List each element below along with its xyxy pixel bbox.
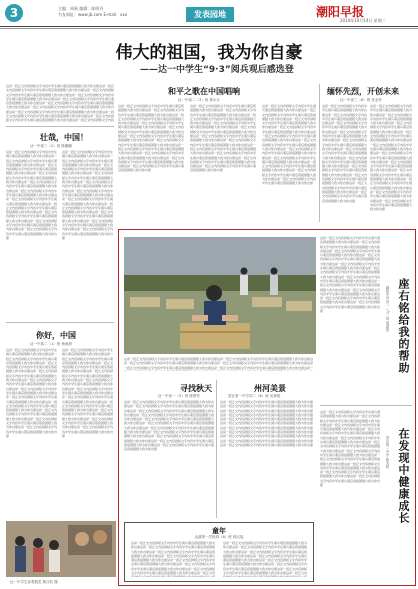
article-byline: 达一中高二（1）班 杨雨晨 [30,342,72,346]
header-rule [0,26,418,27]
article-body [320,410,382,580]
page-title: 伟大的祖国，我为你自豪 [115,43,303,63]
article-byline: 达一中高一（3）班 陈银铃 [158,394,200,398]
article-byline: 潮阳中学初一（3）班 周建建 [386,286,390,332]
article-body [370,104,414,220]
section-divider [6,126,114,127]
military-training-photo [124,237,316,354]
poem-title: 童年 [212,527,226,535]
section-divider [320,405,412,406]
article-title: 州河美景 [254,384,286,393]
article-byline: 达一中高三（2）班 陈鹏鹏 [30,144,72,148]
column-divider [216,380,217,518]
poem-body [131,541,217,577]
section-label: 发表园地 [186,7,234,22]
photo-caption: 达一中学生参观展览 陈汉钦 摄 [10,580,58,584]
editor-line: 主编：周新 编辑：陈明丹 [58,6,104,11]
header-rule-thin [0,28,418,29]
page-number-badge: 3 [5,4,23,22]
article-body [322,104,367,220]
poem-body [223,541,309,577]
contact-line: 书友网址：www.jb.com E-mail：xxx [58,12,128,17]
students-exhibit-photo [6,521,116,577]
editor-info [58,6,127,18]
newspaper-logo: 潮阳早报 [316,5,365,19]
article-byline: 度社第一中学 陈杰婷 [386,436,390,469]
column-divider [319,84,320,222]
article-title: 你好，中国 [36,331,76,340]
article-title: 和平之歌在中国唱响 [168,87,240,96]
article-title: 寻找秋天 [180,384,212,393]
article-byline: 达一中高二（3）班 林永月 [178,98,220,102]
article-body [62,150,114,318]
article-body [124,400,214,518]
article-title-vertical: 座右铭给我的帮助 [397,278,410,374]
article-body [6,348,58,516]
article-body [118,104,186,220]
article-body [62,348,114,516]
poem-byline: 达濠第一学校四（6）班 林汉瑶 [194,535,244,539]
article-title: 缅怀先烈，开创未来 [327,87,399,96]
article-title-vertical: 在发现中健康成长 [397,428,410,524]
article-title: 壮哉，中国！ [40,133,88,142]
article-body [190,104,258,220]
article-body [320,236,382,401]
photo-caption-text [124,357,314,371]
poem-box [124,522,314,582]
article-byline: 度社第一中学初二（6）班 吴翠班 [228,394,281,398]
page-subtitle: ——达一中学生“9·3”阅兵观后感选登 [140,65,294,75]
article-body [6,150,58,318]
section-divider [6,322,114,323]
issue-date: 2014年10月14日 星期二 [340,18,386,23]
article-body [220,400,314,518]
article-body [262,104,317,220]
article-byline: 达一中高三（6）班 张金拎 [340,98,382,102]
intro-paragraph [6,84,114,122]
